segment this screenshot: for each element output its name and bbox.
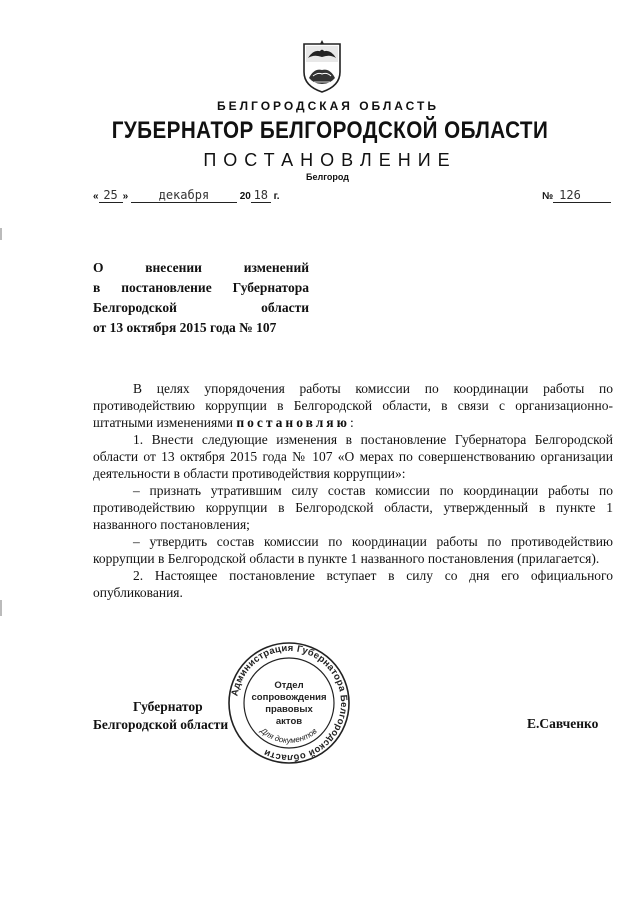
authority-title: ГУБЕРНАТОР БЕЛГОРОДСКОЙ ОБЛАСТИ <box>111 117 549 144</box>
stamp-center-line: Отдел <box>274 680 304 691</box>
stamp-center-line: правовых <box>265 704 313 715</box>
date-day: 25 <box>99 188 123 203</box>
scan-margin-mark <box>0 600 2 616</box>
date-year-prefix: 20 <box>239 191 251 202</box>
intro-paragraph <box>93 380 613 431</box>
date-month: декабря <box>131 188 237 203</box>
official-stamp <box>226 640 352 766</box>
stamp-ring-text: Администрация Губернатора Белгородской области <box>229 642 350 764</box>
subject-line: О внесении изменений <box>93 260 309 275</box>
stamp-bottom-text: Для документов <box>258 726 319 745</box>
bullet-1-paragraph: – признать утратившим силу состав комиссии по координации работы по противодействию коррупции в Белгородской области, утвержденный в пункте 1 названного постановления; <box>93 483 613 532</box>
signatory-name: Е.Савченко <box>527 716 599 731</box>
item-2-paragraph: 2. Настоящее постановление вступает в силу со дня его официального опубликования. <box>93 568 613 600</box>
subject-line: в постановление Губернатора <box>93 280 309 295</box>
resolves-tail: : <box>349 415 354 430</box>
stamp-center-line: актов <box>275 716 303 727</box>
document-number <box>542 188 611 203</box>
subject-line: от 13 октября 2015 года № 107 <box>93 320 277 335</box>
signatory-title <box>93 698 228 734</box>
date-year-mark: г. <box>273 191 280 202</box>
subject-line: Белгородской области <box>93 300 309 315</box>
number-label: № <box>542 191 554 202</box>
signatory-title-line2: Белгородской области <box>93 717 229 732</box>
item-1-paragraph: 1. Внести следующие изменения в постановление Губернатора Белгородской области от 13 октября 2015 года № 107 «О мерах по совершенствованию организации деятельности в области противодействия коррупции»: <box>93 432 613 481</box>
city-name: Белгород <box>306 172 349 182</box>
resolves-word: постановляю <box>236 415 350 430</box>
date-close-quote: » <box>122 191 129 202</box>
region-name: БЕЛГОРОДСКАЯ ОБЛАСТЬ <box>217 99 439 113</box>
signatory-title-line1: Губернатор <box>133 699 203 714</box>
intro-text: В целях упорядочения работы комиссии по координации работы по противодействию коррупции в Белгородской области, в связи с организационно-штатными изменениями <box>93 381 613 430</box>
document-type: ПОСТАНОВЛЕНИЕ <box>203 150 457 170</box>
bullet-2-paragraph: – утвердить состав комиссии по координации работы по противодействию коррупции в Белгородской области в пункте 1 названного постановления (прилагается). <box>93 534 613 566</box>
number-value: 126 <box>553 188 611 203</box>
date-year-suffix: 18 <box>251 188 271 203</box>
document-date <box>93 188 280 203</box>
date-open-quote: « <box>93 191 99 202</box>
document-subject <box>93 258 309 338</box>
scan-margin-mark <box>0 228 2 240</box>
stamp-center-line: сопровождения <box>251 692 327 703</box>
coat-of-arms-emblem <box>300 38 344 94</box>
document-body <box>93 380 613 601</box>
